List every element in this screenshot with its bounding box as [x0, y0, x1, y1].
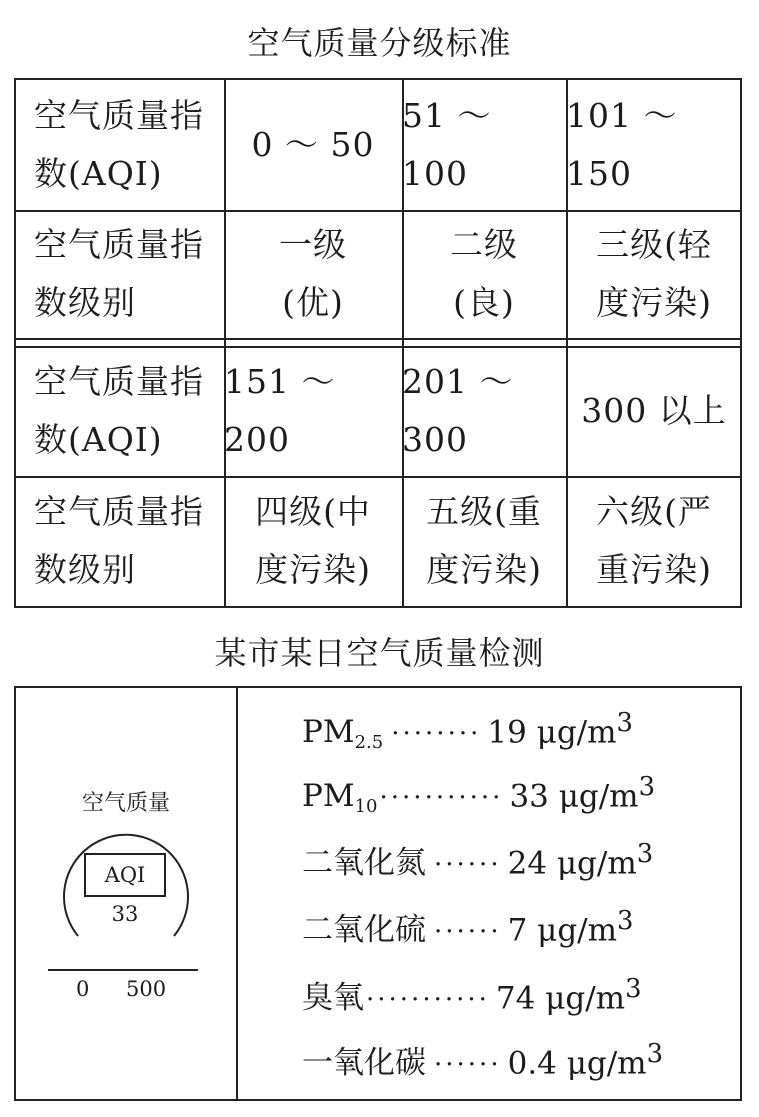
aqi-range-cell: 300 以上 [581, 391, 727, 430]
air-quality-monitor-panel [14, 686, 742, 1101]
table-row-header: 空气质量指 数(AQI) [34, 362, 204, 459]
gauge-label: AQI [84, 853, 166, 897]
aqi-level-cell: 三级(轻 度污染) [596, 225, 712, 322]
aqi-level-cell: 六级(严 重污染) [596, 492, 712, 589]
gauge-title: 空气质量 [81, 791, 170, 816]
pollutant-row: 一氧化碳 ······ 0.4 $\mu g/m^3$ [302, 1038, 664, 1081]
monitoring-title: 某市某日空气质量检测 [214, 634, 545, 672]
table-row-header: 空气质量指 数(AQI) [34, 96, 204, 193]
aqi-range-cell: 51 ～ 100 [402, 96, 492, 193]
pollutant-row: 二氧化氮 ······ 24 $\mu g/m^3$ [302, 838, 654, 881]
aqi-level-cell: 一级 (优) [279, 225, 347, 322]
pollutant-row: $PM_{2.5}$ ········ 19 $\mu g/m^3$ [302, 708, 633, 754]
grading-standard-title: 空气质量分级标准 [247, 24, 512, 62]
pollutant-row: $PM_{10}$ ··········· 33 $\mu g/m^3$ [302, 772, 656, 818]
table-row-header: 空气质量指 数级别 [34, 225, 204, 322]
scale-min-label: 0 [76, 977, 90, 1001]
aqi-range-cell: 201 ～ 300 [402, 362, 514, 459]
aqi-range-cell: 0 ～ 50 [251, 125, 375, 164]
pollutant-row: 臭氧 ··········· 74 $\mu g/m^3$ [302, 973, 642, 1016]
aqi-range-cell: 151 ～ 200 [224, 362, 336, 459]
gauge-scale-line [48, 969, 198, 971]
table-row-header: 空气质量指 数级别 [34, 492, 204, 589]
pollutant-row: 二氧化硫 ······ 7 $\mu g/m^3$ [302, 905, 634, 948]
aqi-level-cell: 四级(中 度污染) [255, 492, 371, 589]
panel-divider [236, 688, 238, 1099]
aqi-level-cell: 五级(重 度污染) [426, 492, 542, 589]
scale-max-label: 500 [126, 977, 167, 1001]
table-divider [16, 338, 740, 340]
aqi-level-cell: 二级 (良) [450, 225, 518, 322]
aqi-range-cell: 101 ～ 150 [566, 96, 678, 193]
aqi-grading-table [14, 78, 742, 608]
gauge-value: 33 [111, 902, 139, 926]
